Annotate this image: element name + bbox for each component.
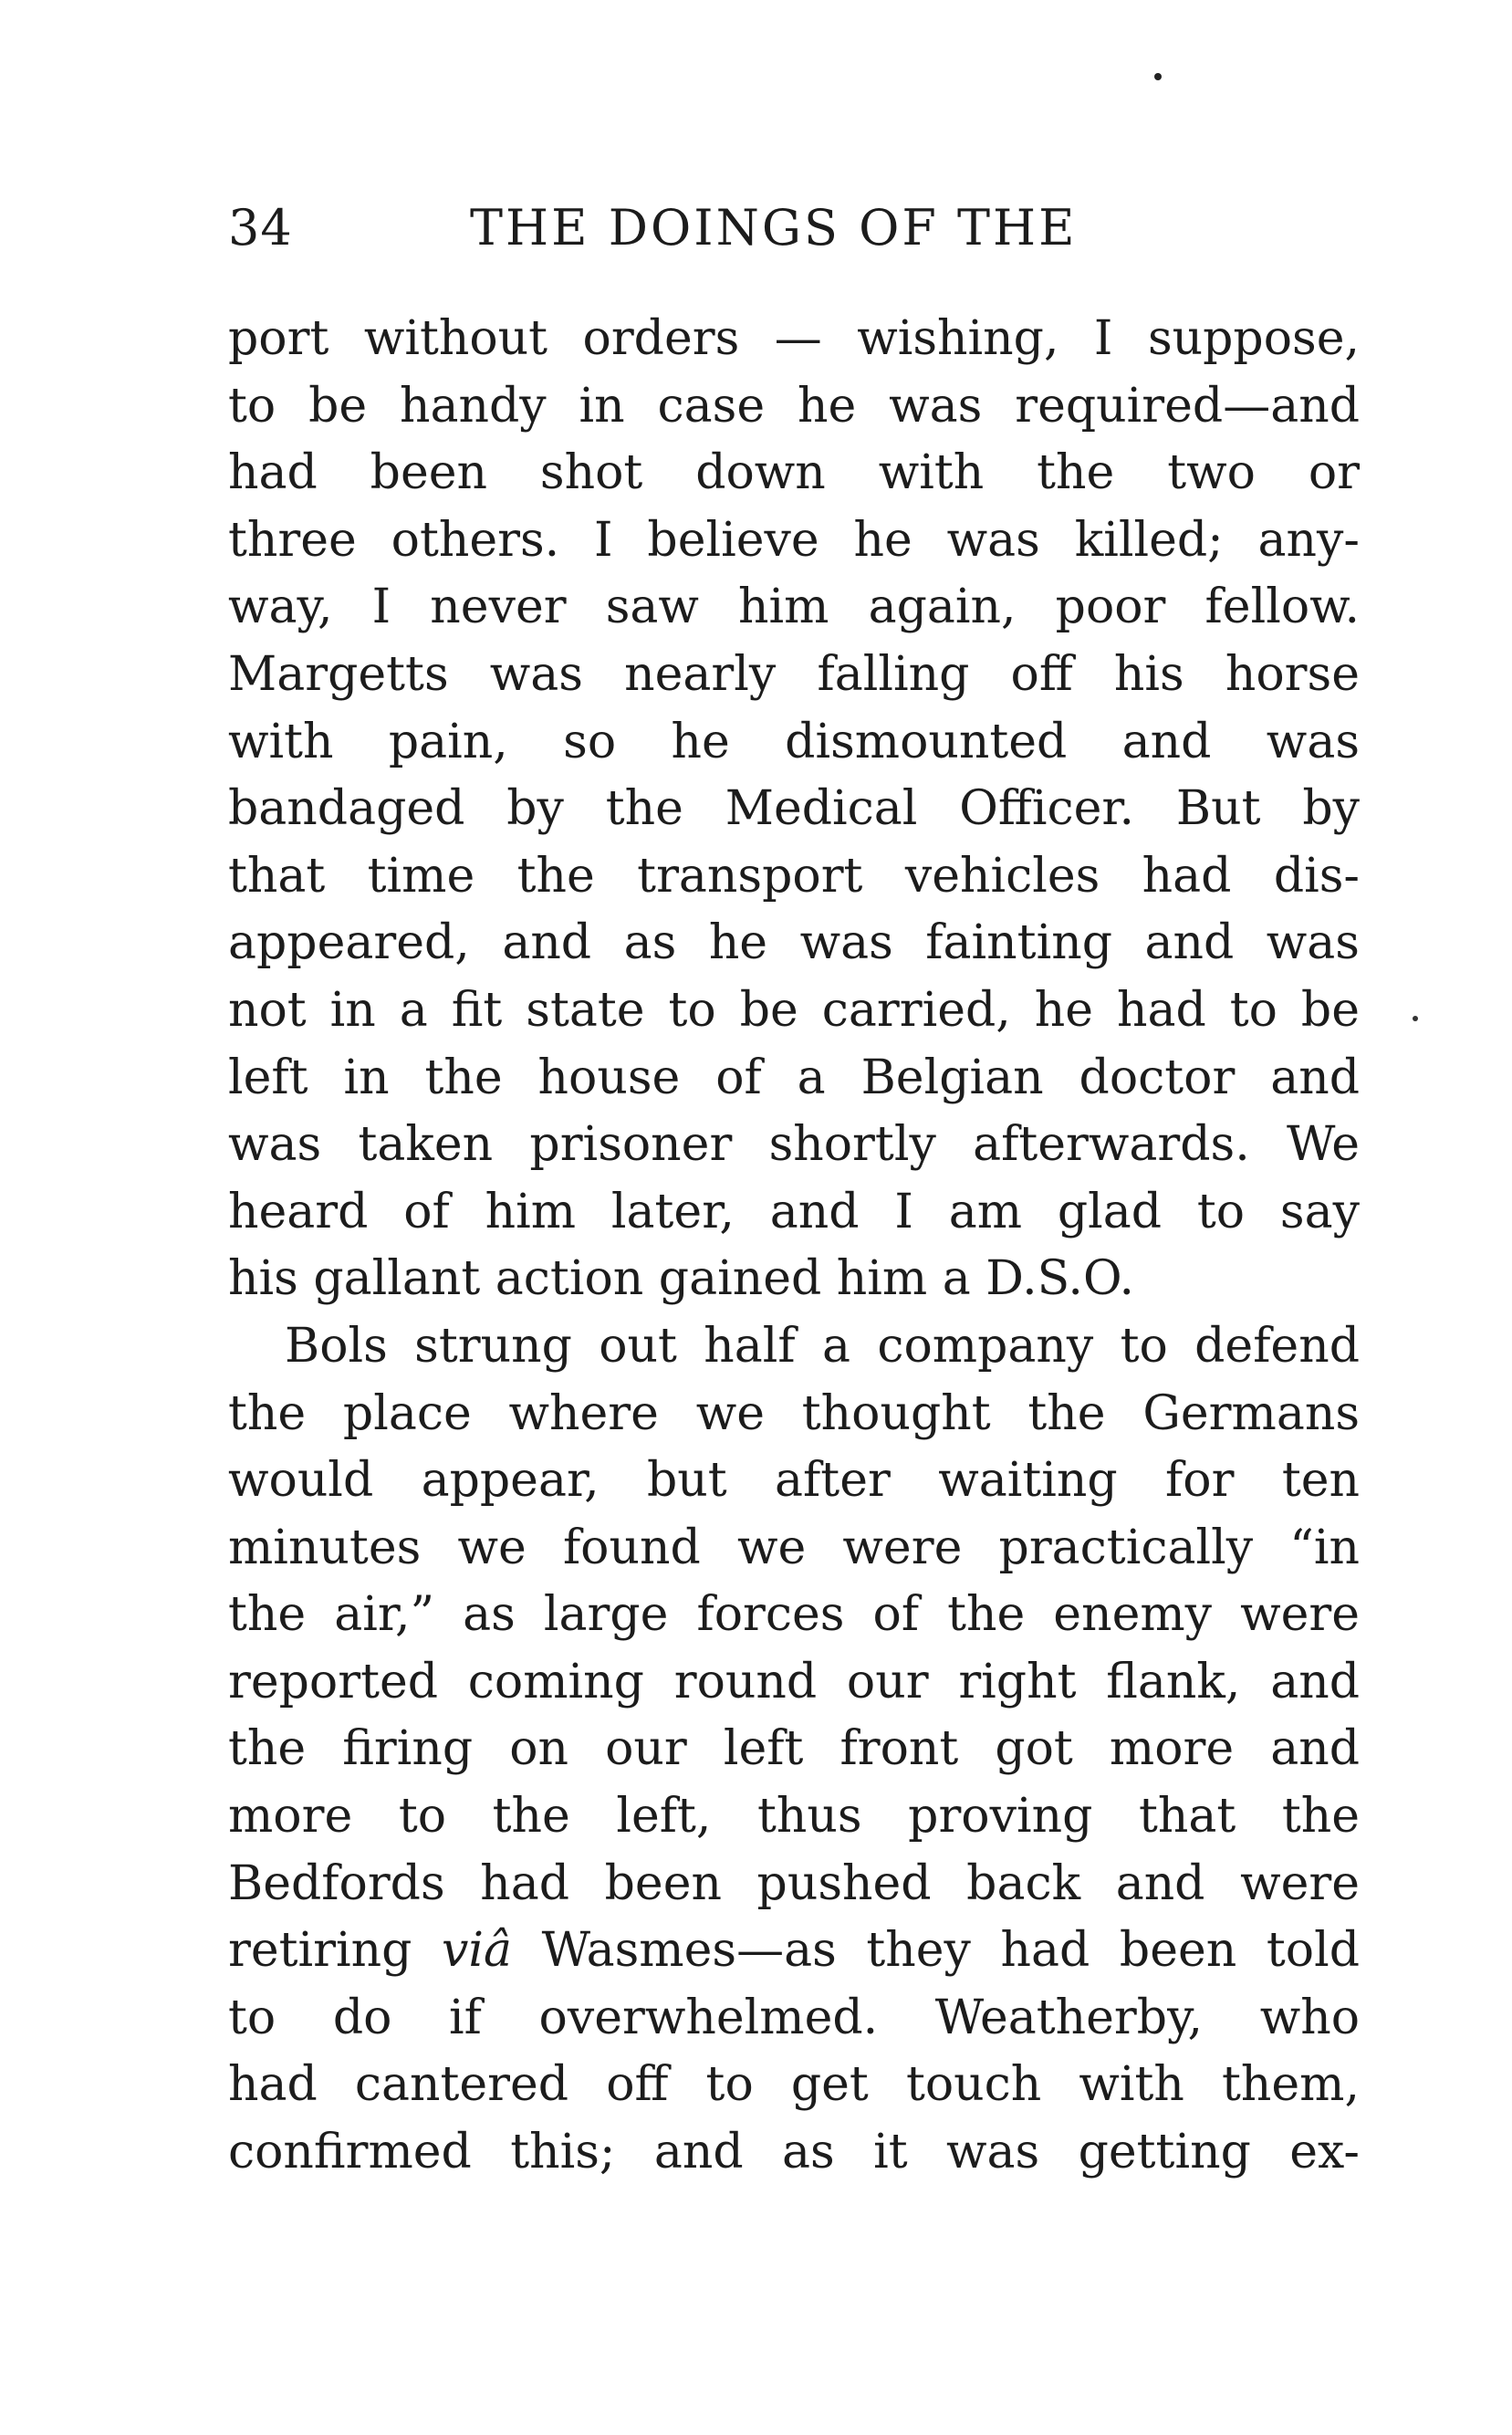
body-text: [228, 306, 1360, 2187]
page-header: [0, 199, 1512, 263]
text-line: heard of him later, and I am glad to say: [228, 1184, 1360, 1239]
text-line: would appear, but after waiting for ten: [228, 1453, 1360, 1509]
text-line: Bols strung out half a company to defend: [285, 1318, 1360, 1374]
print-speck: [1154, 73, 1162, 80]
italic-word: viâ: [442, 1923, 513, 1979]
text-line: the firing on our left front got more and: [228, 1721, 1360, 1777]
text-line: appeared, and as he was fainting and was: [228, 915, 1360, 971]
page-number: 34: [228, 199, 293, 256]
text-line: minutes we found we were practically “in: [228, 1520, 1360, 1575]
text-line: had cantered off to get touch with them,: [228, 2057, 1360, 2113]
text-line: was taken prisoner shortly afterwards. We: [228, 1117, 1360, 1173]
text-line: more to the left, thus proving that the: [228, 1789, 1360, 1845]
text-line: Margetts was nearly falling off his horse: [228, 646, 1360, 702]
text-line: confirmed this; and as it was getting ex-: [228, 2125, 1360, 2180]
text-line: three others. I believe he was killed; any-: [228, 512, 1360, 568]
text-segment: retiring: [228, 1923, 443, 1979]
text-line: the air,” as large forces of the enemy were: [228, 1587, 1360, 1643]
text-line: to be handy in case he was required—and: [228, 378, 1360, 434]
text-line: port without orders — wishing, I suppose,: [228, 311, 1360, 366]
text-line: reported coming round our right flank, and: [228, 1654, 1360, 1709]
text-line: bandaged by the Medical Officer. But by: [228, 781, 1360, 837]
text-segment: Wasmes—as they had been told: [512, 1923, 1360, 1979]
text-line: not in a fit state to be carried, he had to be: [228, 982, 1360, 1038]
text-line: to do if overwhelmed. Weatherby, who: [228, 1990, 1360, 2045]
text-line: [228, 1918, 1360, 1985]
text-line: with pain, so he dismounted and was: [228, 714, 1360, 769]
text-line: way, I never saw him again, poor fellow.: [228, 580, 1360, 635]
text-line: the place where we thought the Germans: [228, 1385, 1360, 1441]
print-speck: [1413, 1016, 1418, 1021]
text-line: his gallant action gained him a D.S.O.: [228, 1251, 1135, 1307]
text-line: left in the house of a Belgian doctor and: [228, 1050, 1360, 1105]
text-line: Bedfords had been pushed back and were: [228, 1855, 1360, 1911]
text-line: had been shot down with the two or: [228, 445, 1360, 501]
running-head: THE DOINGS OF THE: [470, 199, 1078, 256]
text-line: that time the transport vehicles had dis-: [228, 848, 1360, 904]
